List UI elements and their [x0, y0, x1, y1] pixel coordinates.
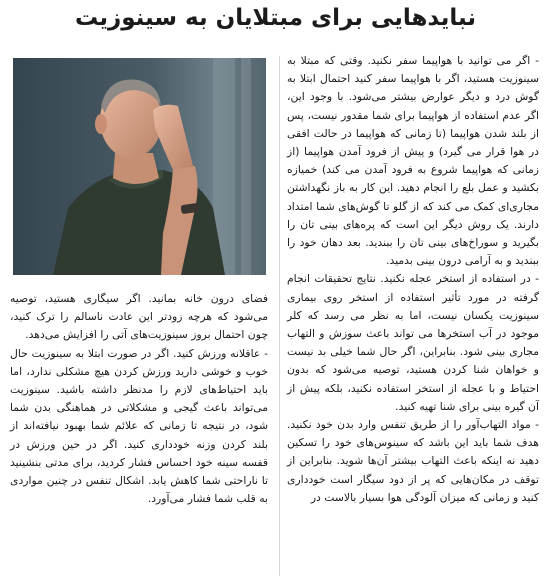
paragraph-swimming-pool: - در استفاده از استخر عجله نکنید. نتایج تحقیقات انجام گرفته در مورد تأثیر استفاده از استخر روی بیماری سینوزیت یکسان نیست، اما به نظر می رسد که کلر موجود در آب استخرها می تواند باعث سوزش و التهاب مجاری بینی شود. بنابراین، اگر حال شما خیلی بد نیست و خواهان شنا کردن هستید، توصیه می‌شود که بدون احتیاط و با عجله از استخر استفاده نکنید، بلکه پیش از آن گیره بینی برای شنا تهیه کنید. — [287, 272, 539, 413]
man-rubbing-eyes-photo — [13, 58, 266, 275]
paragraph-exercise: - عاقلانه ورزش کنید. اگر در صورت ابتلا به سینوزیت حال خوب و خوشی دارید ورزش کردن هیچ مشکلی ندارد، اما باید احتیاط‌های لازم را مدنظر داشته باشید. سینوزیت می‌تواند باعث گیجی و مشکلاتی در هماهنگی بدن شما شود، در نتیجه تا زمانی که علائم شما بهبود نیافته‌اند از بلند کردن وزنه خودداری کنید. اگر در حین ورزش در قفسه سینه خود احساس فشار کردید، برای مدتی بنشینید تا ناراحتی شما کاهش یابد. اشکال تنفس در چنین مواردی به قلب شما فشار می‌آورد. — [10, 346, 268, 506]
paragraph-irritants: - مواد التهاب‌آور را از طریق تنفس وارد بدن خود نکنید. هدف شما باید این باشد که سینوس‌های خود را تسکین دهید نه اینکه باعث التهاب بیشتر آن‌ها شوید. بنابراین از توقف در مکان‌هایی که پر از دود سیگار است خودداری کنید و زمانی که میزان آلودگی هوا بسیار بالاست در — [287, 418, 539, 504]
article-column-left — [10, 290, 268, 508]
column-divider — [279, 56, 280, 576]
paragraph-smoking: فضای درون خانه بمانید. اگر سیگاری هستید، توصیه می‌شود که هرچه زودتر این عادت ناسالم را ترک کنید، چون احتمال بروز سینوزیت‌های آتی را افزایش می‌دهد. — [10, 292, 268, 342]
article-headline: نبایدهایی برای مبتلایان به سینوزیت — [74, 5, 477, 31]
paragraph-air-travel: - اگر می توانید با هواپیما سفر نکنید. وقتی که مبتلا به سینوزیت هستید، اگر با هواپیما سفر کنید احتمال ابتلا به گوش درد و دیگر عوارض بیشتر می‌شود. با وجود این، اگر عدم استفاده از هواپیما برای شما مقدور نیست، پس از بلند شدن هواپیما (تا زمانی که هواپیما در حالت افقی در هوا قرار می گیرد) و پیش از فرود آمدن هواپیما (از زمانی که هواپیما شروع به فرود آمدن می کند) خمیازه بکشید و عمل بلع را انجام دهید. این کار به باز نگهداشتن مجاری‌ای کمک می کند که از گلو تا گوش‌های شما امتداد دارند. یک روش دیگر این است که پره‌های بینی تان را بگیرید و سوراخ‌های بینی تان را ببندید. بعد دهان خود را ببندید و به آرامی درون بینی بدمید. — [287, 54, 539, 268]
article-column-right — [287, 52, 539, 507]
